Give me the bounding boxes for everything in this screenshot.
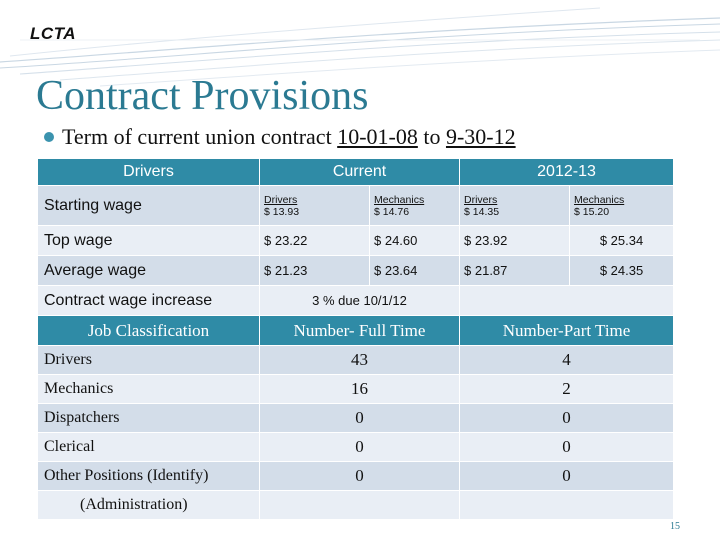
job-label: Dispatchers [38,404,260,433]
part-time-count: 0 [460,462,674,491]
current-mechanics-starting: Mechanics $ 14.76 [370,186,460,226]
header-2012-13: 2012-13 [460,159,674,186]
brand-label: LCTA [30,24,77,43]
header-full-time: Number- Full Time [260,316,460,346]
top-wage-value: $ 25.34 [570,226,674,256]
full-time-count [260,491,460,520]
wage-increase-value: 3 % due 10/1/12 [260,286,460,316]
table-row [38,375,674,404]
starting-wage-row [38,186,674,226]
job-label: Mechanics [38,375,260,404]
table-row [38,462,674,491]
part-time-count: 0 [460,404,674,433]
part-time-count [460,491,674,520]
wage-header-row [38,159,674,186]
job-label: Clerical [38,433,260,462]
part-time-count: 4 [460,346,674,375]
job-header-row [38,316,674,346]
table-row [38,404,674,433]
average-wage-value: $ 23.64 [370,256,460,286]
wage-increase-empty [460,286,674,316]
average-wage-label: Average wage [38,256,260,286]
table-row [38,491,674,520]
full-time-count: 0 [260,462,460,491]
starting-wage-label: Starting wage [38,186,260,226]
top-wage-value: $ 24.60 [370,226,460,256]
full-time-count: 0 [260,404,460,433]
term-prefix: Term of current union contract [62,124,338,149]
header-drivers: Drivers [38,159,260,186]
page-title: Contract Provisions [36,73,369,119]
table-row [38,433,674,462]
full-time-count: 0 [260,433,460,462]
average-wage-row [38,256,674,286]
average-wage-value: $ 24.35 [570,256,674,286]
job-label: Other Positions (Identify) [38,462,260,491]
job-label: Drivers [38,346,260,375]
new-drivers-starting: Drivers $ 14.35 [460,186,570,226]
top-wage-value: $ 23.92 [460,226,570,256]
average-wage-value: $ 21.87 [460,256,570,286]
wage-increase-label: Contract wage increase [38,286,260,316]
contract-table [37,158,674,520]
average-wage-value: $ 21.23 [260,256,370,286]
term-end-date: 9-30-12 [445,124,516,149]
header-part-time: Number-Part Time [460,316,674,346]
bullet-icon [44,132,54,142]
contract-term-bullet [44,124,516,150]
table-row [38,346,674,375]
job-label: (Administration) [38,491,260,520]
top-wage-row [38,226,674,256]
wage-increase-row [38,286,674,316]
part-time-count: 2 [460,375,674,404]
term-mid: to [417,124,446,149]
top-wage-label: Top wage [38,226,260,256]
term-start-date: 10-01-08 [337,124,418,149]
full-time-count: 43 [260,346,460,375]
header-job-classification: Job Classification [38,316,260,346]
current-drivers-starting: Drivers $ 13.93 [260,186,370,226]
full-time-count: 16 [260,375,460,404]
new-mechanics-starting: Mechanics $ 15.20 [570,186,674,226]
top-wage-value: $ 23.22 [260,226,370,256]
header-current: Current [260,159,460,186]
part-time-count: 0 [460,433,674,462]
page-number: 15 [670,521,680,532]
